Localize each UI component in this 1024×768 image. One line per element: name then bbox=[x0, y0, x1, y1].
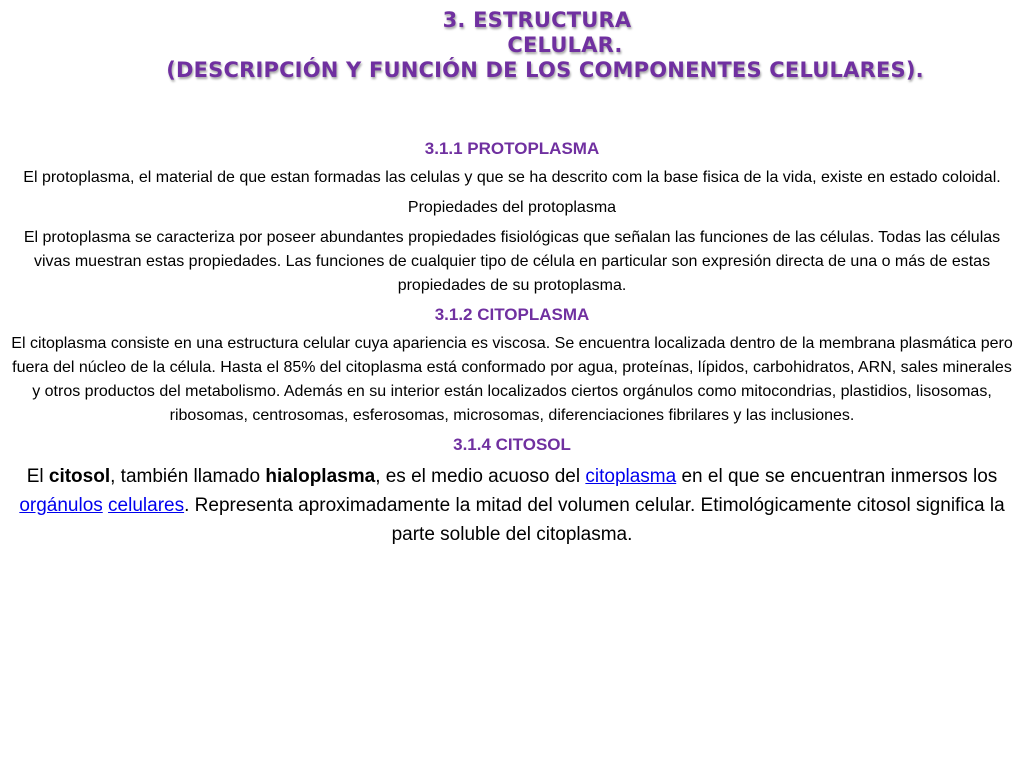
citoplasma-link[interactable]: citoplasma bbox=[585, 466, 677, 487]
title-line-1: 3. ESTRUCTURA bbox=[442, 8, 632, 32]
citosol-term: citosol bbox=[48, 466, 111, 487]
protoplasma-properties-paragraph: El protoplasma se caracteriza por poseer abundantes propiedades fisiológicas que señalan las funciones de las células. Todas las células vivas muestran estas propiedades. Las funciones de cualquier tipo de célula en particular son expresión directa de una o más de estas propiedades de su protoplasma. bbox=[23, 229, 1001, 294]
protoplasma-heading: 3.1.1 PROTOPLASMA bbox=[424, 139, 600, 158]
citosol-text-rest: . Representa aproximadamente la mitad del volumen celular. Etimológicamente citosol significa la parte soluble del citoplasma. bbox=[184, 495, 1005, 545]
citosol-text-enelque: en el que se encuentran inmersos los bbox=[676, 466, 998, 487]
citosol-text-el: El bbox=[26, 466, 49, 487]
slide-title bbox=[0, 8, 1024, 83]
citosol-text-medio: , es el medio acuoso del bbox=[375, 466, 586, 487]
citosol-paragraph bbox=[10, 462, 1014, 549]
citoplasma-heading: 3.1.2 CITOPLASMA bbox=[434, 305, 590, 324]
citoplasma-paragraph: El citoplasma consiste en una estructura celular cuya apariencia es viscosa. Se encuentra localizada dentro de la membrana plasmática pero fuera del núcleo de la célula. Hasta el 85% del citoplasma está conformado por agua, proteínas, lípidos, carbohidratos, ARN, sales minerales y otros productos del metabolismo. Además en su interior están localizados ciertos orgánulos como mitocondrias, plastidios, lisosomas, ribosomas, centrosomas, esferosomas, microsomas, diferenciaciones fibrilares y las inclusiones. bbox=[11, 335, 1013, 424]
celulares-link[interactable]: celulares bbox=[108, 495, 185, 516]
citosol-heading: 3.1.4 CITOSOL bbox=[453, 435, 571, 454]
organulos-link[interactable]: orgánulos bbox=[19, 495, 103, 516]
title-line-2: CELULAR. bbox=[507, 33, 623, 57]
slide-body bbox=[10, 138, 1014, 549]
title-line-3: (DESCRIPCIÓN Y FUNCIÓN DE LOS COMPONENTES CELULARES). bbox=[166, 58, 924, 82]
hialoplasma-term: hialoplasma bbox=[265, 466, 376, 487]
protoplasma-subheading: Propiedades del protoplasma bbox=[407, 199, 617, 216]
protoplasma-paragraph: El protoplasma, el material de que estan formadas las celulas y que se ha descrito com la base fisica de la vida, existe en estado coloidal. bbox=[23, 169, 1001, 186]
citosol-text-tambien: , también llamado bbox=[110, 466, 266, 487]
